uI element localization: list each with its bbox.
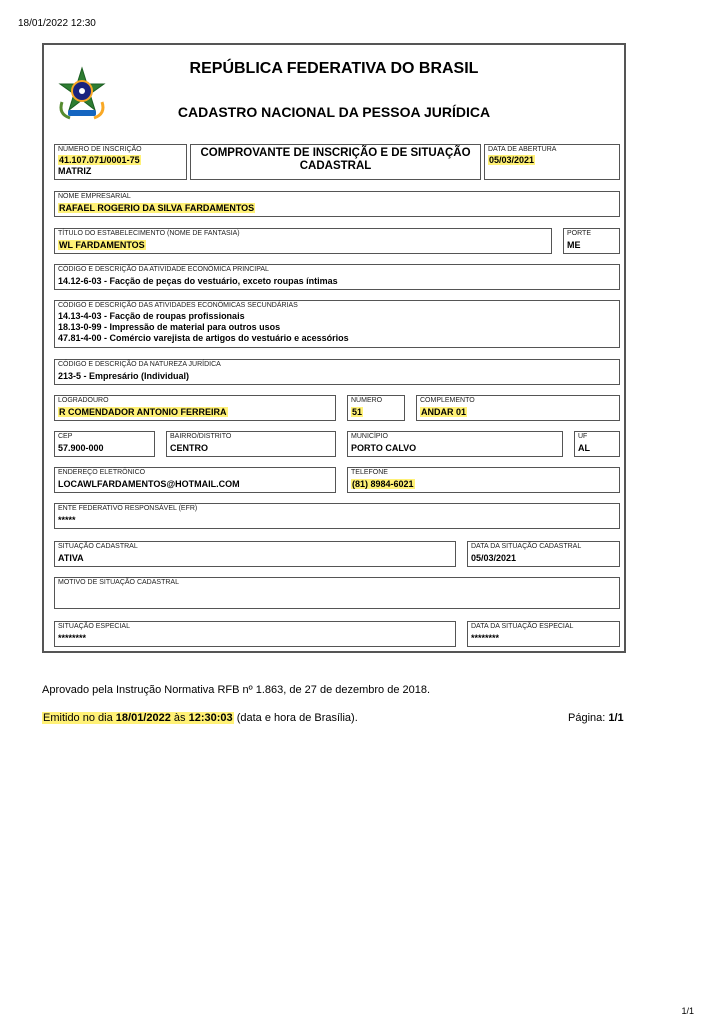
state: AL <box>578 443 590 453</box>
status-value: ATIVA <box>58 553 84 563</box>
page-indicator <box>568 712 624 724</box>
legal-nature-box <box>54 359 620 385</box>
issued-prefix: Emitido no dia <box>43 712 113 724</box>
opening-date: 05/03/2021 <box>489 155 535 165</box>
legal-nature-label: CÓDIGO E DESCRIÇÃO DA NATUREZA JURÍDICA <box>58 361 221 368</box>
status-date-box <box>467 541 620 567</box>
main-activity-label: CÓDIGO E DESCRIÇÃO DA ATIVIDADE ECONÔMICA PRINCIPAL <box>58 266 269 273</box>
status-date-label: DATA DA SITUAÇÃO CADASTRAL <box>471 543 582 550</box>
issued-time: 12:30:03 <box>188 712 233 724</box>
registration-number: 41.107.071/0001-75 <box>59 155 140 165</box>
trade-name-label: TÍTULO DO ESTABELECIMENTO (NOME DE FANTASIA) <box>58 230 240 237</box>
city-label: MUNICÍPIO <box>351 433 388 440</box>
phone-box <box>347 467 620 493</box>
issued-highlight <box>42 712 234 724</box>
zip: 57.900-000 <box>58 443 104 453</box>
trade-name-box <box>54 228 552 254</box>
opening-date-box <box>484 144 620 180</box>
status-box <box>54 541 456 567</box>
number-box <box>347 395 405 421</box>
special-status: ******** <box>58 633 87 643</box>
page-value: 1/1 <box>608 712 624 724</box>
efr-label: ENTE FEDERATIVO RESPONSÁVEL (EFR) <box>58 505 198 512</box>
business-name: RAFAEL ROGERIO DA SILVA FARDAMENTOS <box>59 203 255 213</box>
country-title: REPÚBLICA FEDERATIVA DO BRASIL <box>189 60 479 77</box>
state-label: UF <box>578 433 588 440</box>
efr-box <box>54 503 620 529</box>
secondary-activity-item: 47.81-4-00 - Comércio varejista de artigos do vestuário e acessórios <box>58 333 349 343</box>
registry-title: CADASTRO NACIONAL DA PESSOA JURÍDICA <box>177 104 491 120</box>
efr-value: ***** <box>58 515 76 525</box>
print-timestamp: 18/01/2022 12:30 <box>18 18 96 29</box>
print-page-count: 1/1 <box>681 1006 694 1016</box>
special-status-date-box <box>467 621 620 647</box>
status-date: 05/03/2021 <box>471 553 517 563</box>
secondary-activity-item: 18.13-0-99 - Impressão de material para outros usos <box>58 322 281 332</box>
phone: (81) 8984-6021 <box>352 479 414 489</box>
district-label: BAIRRO/DISTRITO <box>170 433 232 440</box>
zip-label: CEP <box>58 433 73 440</box>
phone-label: TELEFONE <box>351 469 388 476</box>
main-activity: 14.12-6-03 - Facção de peças do vestuário, exceto roupas íntimas <box>58 276 338 286</box>
registration-box <box>54 144 187 180</box>
registration-type: MATRIZ <box>58 166 92 176</box>
size-box <box>563 228 620 254</box>
street-label: LOGRADOURO <box>58 397 109 404</box>
size-label: PORTE <box>567 230 591 237</box>
secondary-activity-item: 14.13-4-03 - Facção de roupas profissionais <box>58 311 245 321</box>
complement-label: COMPLEMENTO <box>420 397 475 404</box>
secondary-activities-label: CÓDIGO E DESCRIÇÃO DAS ATIVIDADES ECONÔMICAS SECUNDÁRIAS <box>58 302 298 309</box>
city: PORTO CALVO <box>351 443 417 453</box>
trade-name: WL FARDAMENTOS <box>59 240 145 250</box>
status-reason-box <box>54 577 620 609</box>
issued-suffix: (data e hora de Brasília). <box>236 712 358 724</box>
city-box <box>347 431 563 457</box>
email-label: ENDEREÇO ELETRÔNICO <box>58 469 146 476</box>
issued-mid: às <box>173 712 186 724</box>
street-number: 51 <box>352 407 363 417</box>
special-status-date: ******** <box>471 633 500 643</box>
registration-label: NÚMERO DE INSCRIÇÃO <box>58 146 142 153</box>
document-title: COMPROVANTE DE INSCRIÇÃO E DE SITUAÇÃO CADASTRAL <box>200 147 471 172</box>
main-activity-box <box>54 264 620 290</box>
district-box <box>166 431 336 457</box>
complement-box <box>416 395 620 421</box>
special-status-box <box>54 621 456 647</box>
district: CENTRO <box>170 443 208 453</box>
zip-box <box>54 431 155 457</box>
status-reason-label: MOTIVO DE SITUAÇÃO CADASTRAL <box>58 579 179 586</box>
issued-line <box>42 712 358 724</box>
email: LOCAWLFARDAMENTOS@HOTMAIL.COM <box>58 479 240 489</box>
legal-nature: 213-5 - Empresário (Individual) <box>58 371 190 381</box>
status-label: SITUAÇÃO CADASTRAL <box>58 543 138 550</box>
secondary-activities-box <box>54 300 620 348</box>
street: R COMENDADOR ANTONIO FERREIRA <box>59 407 227 417</box>
street-box <box>54 395 336 421</box>
size-value: ME <box>567 240 581 250</box>
approval-note: Aprovado pela Instrução Normativa RFB nº 1.863, de 27 de dezembro de 2018. <box>42 684 431 696</box>
state-box <box>574 431 620 457</box>
business-name-box <box>54 191 620 217</box>
page-label: Página: <box>568 712 606 724</box>
email-box <box>54 467 336 493</box>
number-label: NÚMERO <box>351 397 383 404</box>
business-name-label: NOME EMPRESARIAL <box>58 193 131 200</box>
document-title-box <box>190 144 481 180</box>
issued-date: 18/01/2022 <box>115 712 171 724</box>
special-status-label: SITUAÇÃO ESPECIAL <box>58 623 130 630</box>
special-status-date-label: DATA DA SITUAÇÃO ESPECIAL <box>471 623 574 630</box>
complement: ANDAR 01 <box>421 407 467 417</box>
opening-date-label: DATA DE ABERTURA <box>488 146 557 153</box>
